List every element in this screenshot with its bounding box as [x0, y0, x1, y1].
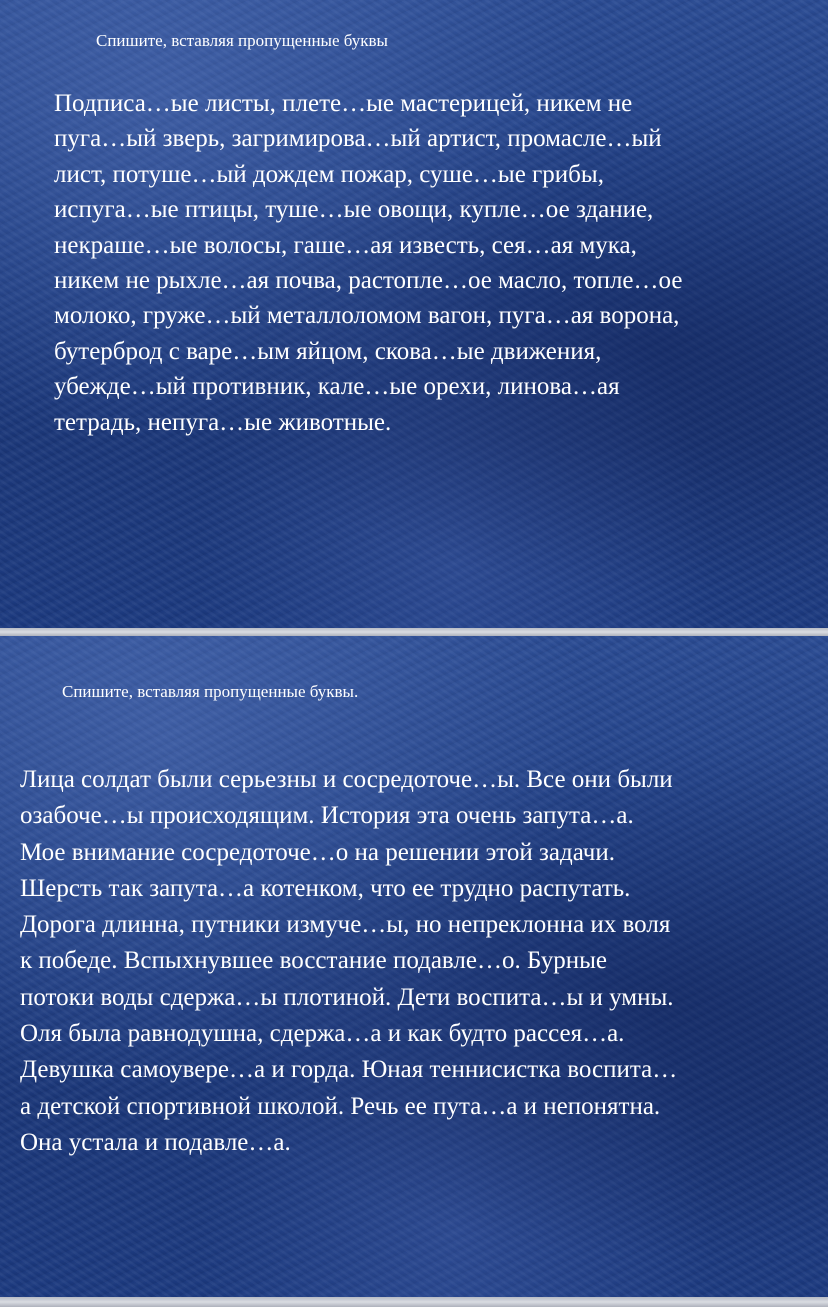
- text-line: к победе. Вспыхнувшее восстание подавле…о. Бурные: [20, 947, 607, 975]
- text-line: тетрадь, непуга…ые животные.: [54, 408, 392, 436]
- text-line: молоко, груже…ый металлоломом вагон, пуга…ая ворона,: [54, 302, 680, 330]
- exercise-text: [20, 762, 820, 1161]
- text-line: Девушка самоувере…а и горда. Юная теннисистка воспита…: [20, 1056, 678, 1084]
- text-line: пуга…ый зверь, загримирова…ый артист, промасле…ый: [54, 125, 662, 153]
- text-line: озабоче…ы происходящим. История эта очень запута…а.: [20, 802, 634, 830]
- exercise-text: [54, 86, 804, 440]
- text-line: испуга…ые птицы, туше…ые овощи, купле…ое здание,: [54, 196, 654, 224]
- slide-divider: [0, 1297, 828, 1307]
- text-line: бутерброд с варе…ым яйцом, скова…ые движения,: [54, 337, 602, 365]
- slide-2: [0, 636, 828, 1297]
- text-line: никем не рыхле…ая почва, растопле…ое масло, топле…ое: [54, 267, 683, 295]
- text-line: Подписа…ые листы, плете…ые мастерицей, никем не: [54, 90, 633, 117]
- slide-1: [0, 0, 828, 628]
- slide-title: Спишите, вставляя пропущенные буквы: [96, 31, 388, 50]
- text-line: Дорога длинна, путники измуче…ы, но непреклонна их воля: [20, 911, 671, 939]
- slide-divider: [0, 628, 828, 636]
- text-line: Мое внимание сосредоточе…о на решении этой задачи.: [20, 838, 616, 866]
- text-line: Лица солдат были серьезны и сосредоточе…ы. Все они были: [20, 766, 673, 793]
- text-line: потоки воды сдержа…ы плотиной. Дети воспита…ы и умны.: [20, 983, 674, 1011]
- text-line: убежде…ый противник, кале…ые орехи, линова…ая: [54, 373, 620, 401]
- text-line: Оля была равнодушна, сдержа…а и как будто рассея…а.: [20, 1020, 625, 1048]
- text-line: Она устала и подавле…а.: [20, 1128, 291, 1156]
- text-line: Шерсть так запута…а котенком, что ее трудно распутать.: [20, 874, 631, 902]
- text-line: некраше…ые волосы, гаше…ая известь, сея…ая мука,: [54, 231, 637, 259]
- text-line: а детской спортивной школой. Речь ее пута…а и непонятна.: [20, 1092, 661, 1120]
- text-line: лист, потуше…ый дождем пожар, суше…ые грибы,: [54, 160, 604, 188]
- slide-title: Спишите, вставляя пропущенные буквы.: [62, 682, 359, 701]
